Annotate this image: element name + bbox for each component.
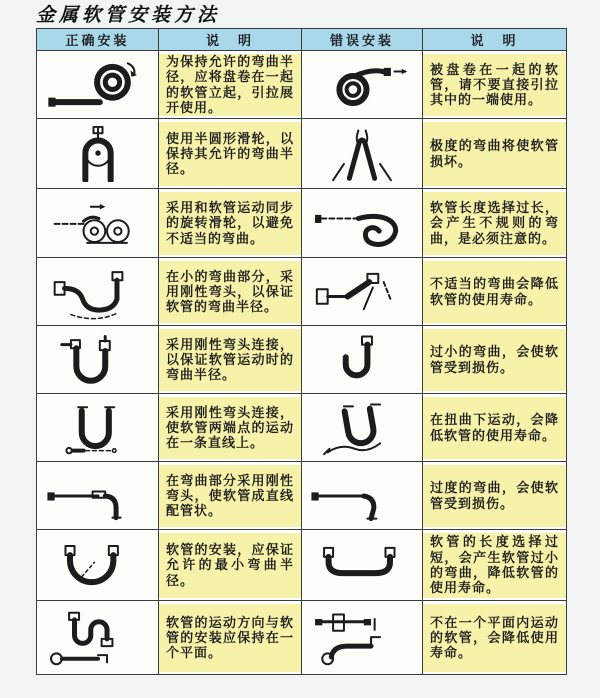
- out-of-plane-motion-icon: [306, 629, 418, 646]
- table-row: [37, 119, 567, 189]
- wrong-description-text: 在扭曲下运动，会降低软管的使用寿命。: [430, 412, 559, 443]
- correct-description-cell: [159, 530, 302, 601]
- header-wrong-install: 错误安装: [302, 29, 423, 51]
- pulley-hose-icon: [42, 145, 154, 162]
- same-plane-motion-icon: [42, 629, 154, 646]
- correct-description-text: 软管的安装，应保证允许的最小弯曲半径。: [166, 542, 294, 588]
- table-row: [37, 51, 567, 119]
- correct-install-cell: [37, 51, 159, 119]
- extreme-bend-icon: [306, 145, 418, 162]
- wrong-description-cell: [423, 189, 567, 258]
- correct-description-text: 在小的弯曲部分，采用刚性弯头，以保证软管的弯曲半径。: [166, 268, 294, 315]
- table-row: [37, 530, 567, 601]
- correct-description-text: 使用半圆形滑轮，以保持其允许的弯曲半径。: [166, 130, 294, 177]
- wrong-description-text: 不适当的弯曲会降低软管的使用寿命。: [430, 276, 559, 307]
- correct-description-cell: [159, 394, 302, 462]
- table-row: [37, 258, 567, 326]
- too-short-hose-icon: [306, 556, 418, 573]
- wrong-description-text: 过小的弯曲，会使软管受到损伤。: [430, 344, 559, 375]
- min-bend-radius-u-icon: [42, 556, 154, 573]
- wrong-install-cell: [302, 258, 423, 326]
- table-row: [37, 326, 567, 394]
- header-row: [37, 29, 567, 51]
- correct-install-cell: [37, 530, 159, 601]
- wrong-description-cell: [423, 326, 567, 394]
- installation-methods-table: [36, 28, 567, 675]
- wrong-install-cell: [302, 119, 423, 189]
- correct-description-text: 在弯曲部分采用刚性弯头，使软管成直线配管状。: [166, 472, 294, 519]
- correct-description-cell: [159, 119, 302, 189]
- correct-description-cell: [159, 601, 302, 675]
- header-correct-description: 说 明: [159, 29, 302, 51]
- wrong-description-text: 过度的弯曲，会使软管受到损伤。: [430, 480, 559, 511]
- correct-install-cell: [37, 394, 159, 462]
- wrong-description-cell: [423, 394, 567, 462]
- wrong-description-text: 被盘卷在一起的软管，请不要直接引拉其中的一端使用。: [430, 61, 559, 108]
- wrong-install-cell: [302, 601, 423, 675]
- wrong-description-text: 软管的长度选择过短，会产生软管过小的弯曲，降低软管的使用寿命。: [430, 534, 559, 596]
- wrong-description-cell: [423, 530, 567, 601]
- wrong-description-text: 极度的弯曲将使软管损坏。: [430, 138, 559, 169]
- straight-line-elbow-icon: [42, 487, 154, 504]
- wrong-install-cell: [302, 462, 423, 530]
- excessive-bend-icon: [306, 487, 418, 504]
- irregular-bend-icon: [306, 214, 418, 231]
- too-small-bend-icon: [306, 351, 418, 368]
- page-title: 金属软管安装方法: [36, 4, 221, 26]
- correct-install-cell: [37, 462, 159, 530]
- wrong-description-cell: [423, 462, 567, 530]
- wrong-install-cell: [302, 394, 423, 462]
- correct-description-text: 采用和软管运动同步的旋转滑轮，以避免不适当的弯曲。: [166, 200, 294, 246]
- table-row: [37, 189, 567, 258]
- rigid-elbow-u-icon: [42, 351, 154, 368]
- wrong-description-text: 软管长度选择过长，会产生不规则的弯曲，是必须注意的。: [430, 200, 559, 246]
- wrong-description-cell: [423, 258, 567, 326]
- table-row: [37, 462, 567, 530]
- twisted-u-icon: [306, 419, 418, 436]
- rigid-elbow-small-bend-icon: [42, 283, 154, 300]
- improper-bend-icon: [306, 283, 418, 300]
- correct-description-text: 软管的运动方向与软管的安装应保持在一个平面。: [166, 614, 294, 661]
- correct-description-text: 采用刚性弯头连接，使软管两端点的运动在一条直线上。: [166, 404, 294, 451]
- correct-install-cell: [37, 189, 159, 258]
- wrong-install-cell: [302, 530, 423, 601]
- coil-pull-end-icon: [306, 76, 418, 93]
- correct-description-text: 采用刚性弯头连接，以保证软管运动时的弯曲半径。: [166, 336, 294, 383]
- rotating-pulleys-icon: [42, 214, 154, 231]
- table-row: [37, 601, 567, 675]
- correct-install-cell: [37, 326, 159, 394]
- coil-unroll-icon: [42, 76, 154, 93]
- wrong-description-text: 不在一个平面内运动的软管，会降低使用寿命。: [430, 614, 559, 661]
- wrong-description-cell: [423, 119, 567, 189]
- correct-description-cell: [159, 326, 302, 394]
- correct-description-cell: [159, 189, 302, 258]
- header-correct-install: 正确安装: [37, 29, 159, 51]
- wrong-install-cell: [302, 326, 423, 394]
- correct-description-cell: [159, 258, 302, 326]
- wrong-description-cell: [423, 51, 567, 119]
- wrong-description-cell: [423, 601, 567, 675]
- correct-description-cell: [159, 462, 302, 530]
- correct-install-cell: [37, 601, 159, 675]
- aligned-ends-u-icon: [42, 419, 154, 436]
- wrong-install-cell: [302, 51, 423, 119]
- header-wrong-description: 说 明: [423, 29, 567, 51]
- correct-install-cell: [37, 119, 159, 189]
- correct-description-text: 为保持允许的弯曲半径，应将盘卷在一起的软管立起，引拉展开使用。: [166, 53, 294, 115]
- correct-description-cell: [159, 51, 302, 119]
- correct-install-cell: [37, 258, 159, 326]
- table-row: [37, 394, 567, 462]
- wrong-install-cell: [302, 189, 423, 258]
